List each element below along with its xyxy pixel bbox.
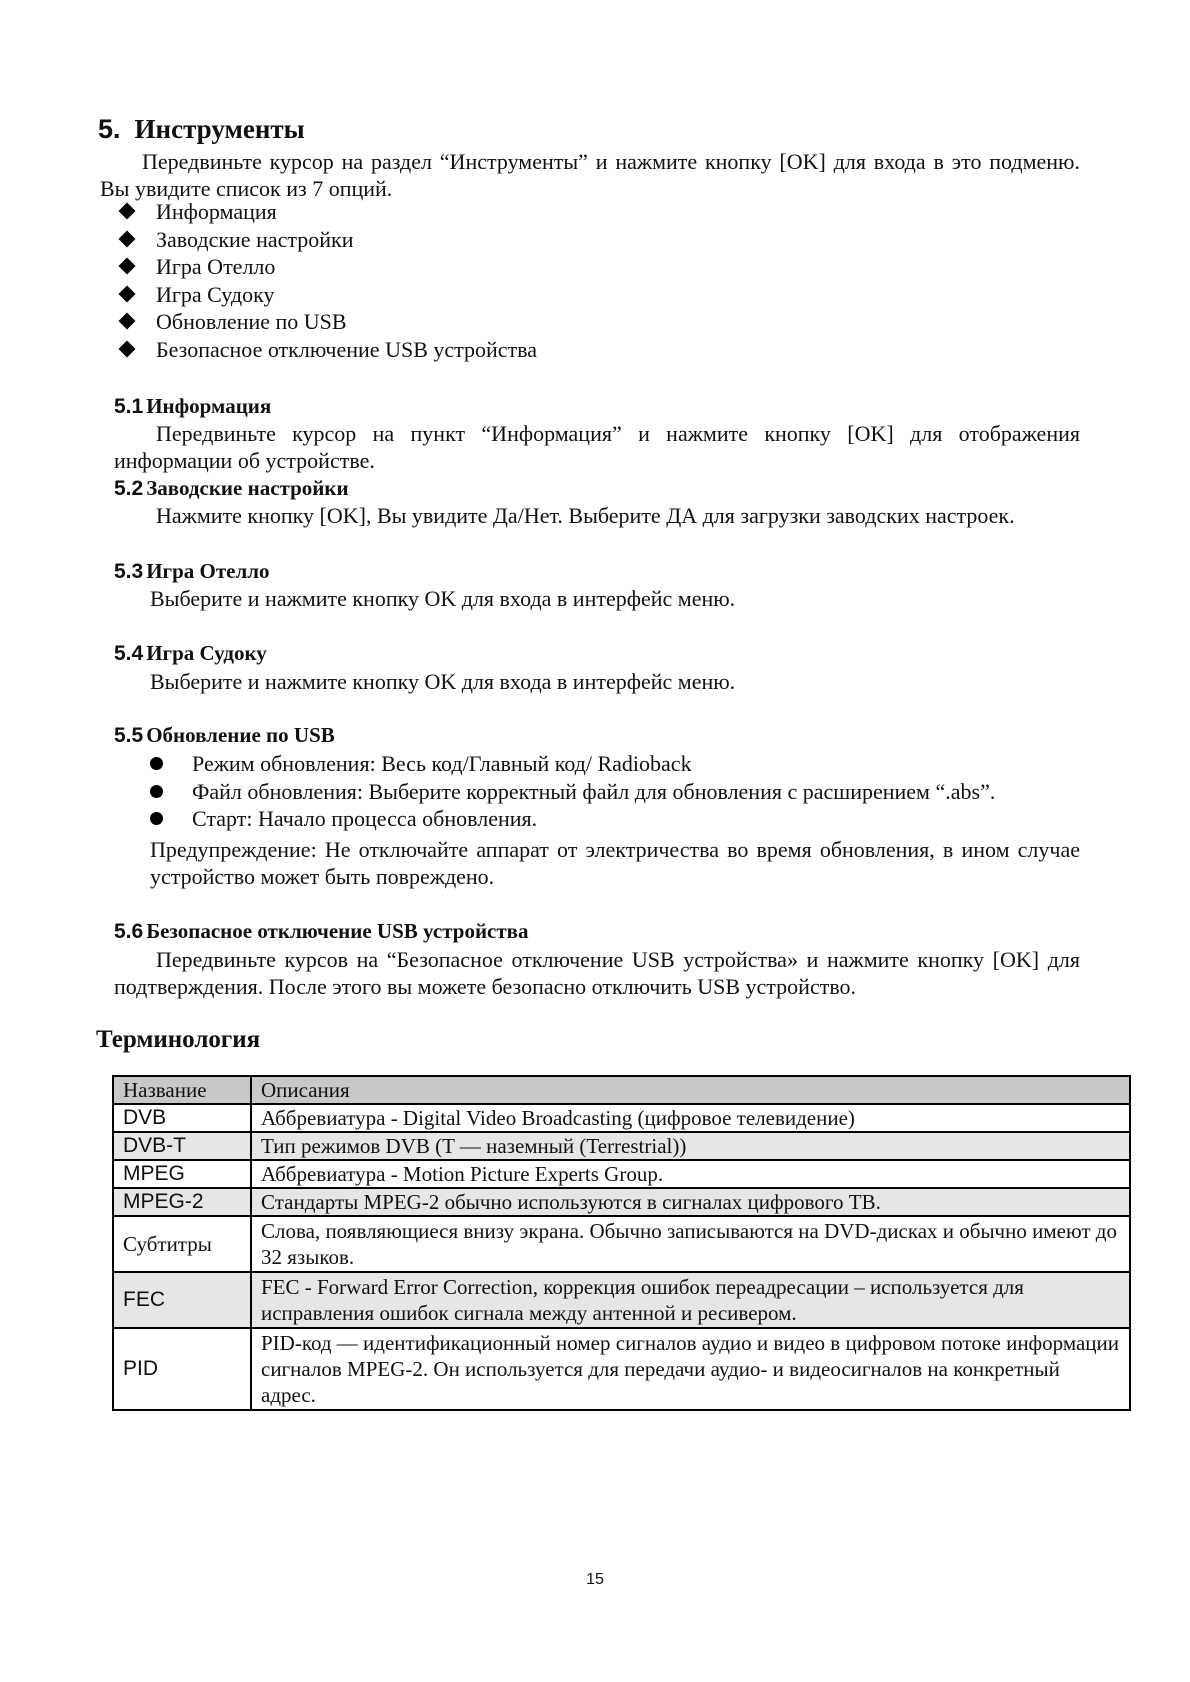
section-5-6-text: Передвиньте курсов на “Безопасное отключение USB устройства» и нажмите кнопку [OK] для подтверждения. После этого вы можете безопасно отключить USB устройство. — [114, 947, 1080, 999]
table-row — [113, 1188, 1130, 1216]
section-5-title: Инструменты — [134, 114, 305, 144]
diamond-bullet-icon — [119, 313, 136, 330]
diamond-bullet-icon — [119, 230, 136, 247]
column-header-name: Название — [113, 1076, 251, 1104]
list-item: Информация — [118, 198, 537, 226]
list-item: Игра Судоку — [118, 281, 537, 309]
term-description: Аббревиатура - Motion Picture Experts Group. — [251, 1160, 1130, 1188]
list-item: Режим обновления: Весь код/Главный код/ Radioback — [150, 750, 995, 778]
table-row — [113, 1132, 1130, 1160]
list-item: Старт: Начало процесса обновления. — [150, 805, 995, 833]
section-5-2-heading: 5.2 Заводские настройки — [114, 476, 349, 500]
terminology-heading: Терминология — [96, 1026, 261, 1053]
tools-option-list — [118, 198, 537, 363]
diamond-bullet-icon — [119, 258, 136, 275]
round-bullet-icon — [150, 785, 163, 798]
term-description: FEC - Forward Error Correction, коррекция ошибок переадресации – используется для исправления ошибок сигнала между антенной и ресивером. — [251, 1272, 1130, 1328]
diamond-bullet-icon — [119, 340, 136, 357]
section-5-6-heading: 5.6 Безопасное отключение USB устройства — [114, 919, 529, 943]
table-row — [113, 1104, 1130, 1132]
term-name: DVB — [113, 1104, 251, 1132]
section-5-2-text: Нажмите кнопку [OK], Вы увидите Да/Нет. Выберите ДА для загрузки заводских настроек. — [156, 503, 1015, 528]
section-5-5-warning: Предупреждение: Не отключайте аппарат от электричества во время обновления, в ином случае устройство может быть повреждено. — [150, 837, 1080, 889]
term-description: Тип режимов DVB (T — наземный (Terrestrial)) — [251, 1132, 1130, 1160]
terminology-table — [112, 1075, 1131, 1411]
term-description: Слова, появляющиеся внизу экрана. Обычно записываются на DVD-дисках и обычно имеют до 32 языков. — [251, 1216, 1130, 1272]
term-description: Стандарты MPEG-2 обычно используются в сигналах цифрового ТВ. — [251, 1188, 1130, 1216]
section-5-3-text: Выберите и нажмите кнопку OK для входа в интерфейс меню. — [150, 586, 736, 611]
term-name: DVB-T — [113, 1132, 251, 1160]
round-bullet-icon — [150, 812, 163, 825]
section-5-4-heading: 5.4 Игра Судоку — [114, 641, 267, 665]
list-item: Игра Отелло — [118, 253, 537, 281]
round-bullet-icon — [150, 757, 163, 770]
section-5-3-heading: 5.3 Игра Отелло — [114, 559, 270, 583]
page-number: 15 — [586, 1571, 604, 1588]
section-5-heading — [98, 113, 305, 145]
table-row — [113, 1328, 1130, 1410]
term-description: PID-код — идентификационный номер сигналов аудио и видео в цифровом потоке информации сигналов MPEG-2. Он используется для передачи аудио- и видеосигналов на конкретный адрес. — [251, 1328, 1130, 1410]
term-name: PID — [113, 1328, 251, 1410]
diamond-bullet-icon — [119, 203, 136, 220]
section-5-4-text: Выберите и нажмите кнопку OK для входа в интерфейс меню. — [150, 669, 736, 694]
list-item: Безопасное отключение USB устройства — [118, 336, 537, 364]
column-header-description: Описания — [251, 1076, 1130, 1104]
term-name: MPEG-2 — [113, 1188, 251, 1216]
usb-update-list — [150, 750, 995, 833]
list-item: Обновление по USB — [118, 308, 537, 336]
section-5-1-text: Передвиньте курсор на пункт “Информация” и нажмите кнопку [OK] для отображения информации об устройстве. — [114, 421, 1080, 473]
term-name: MPEG — [113, 1160, 251, 1188]
list-item: Заводские настройки — [118, 226, 537, 254]
term-name: FEC — [113, 1272, 251, 1328]
table-row — [113, 1272, 1130, 1328]
table-row — [113, 1216, 1130, 1272]
list-item: Файл обновления: Выберите корректный файл для обновления с расширением “.abs”. — [150, 778, 995, 806]
section-5-5-heading: 5.5 Обновление по USB — [114, 723, 335, 747]
section-5-1-heading: 5.1 Информация — [114, 394, 272, 418]
diamond-bullet-icon — [119, 285, 136, 302]
term-name: Субтитры — [113, 1216, 251, 1272]
section-5-intro: Передвиньте курсор на раздел “Инструменты” и нажмите кнопку [OK] для входа в это подменю. Вы увидите список из 7 опций. — [100, 149, 1080, 201]
table-row — [113, 1160, 1130, 1188]
table-header-row — [113, 1076, 1130, 1104]
section-5-number: 5. — [98, 114, 121, 144]
term-description: Аббревиатура - Digital Video Broadcasting (цифровое телевидение) — [251, 1104, 1130, 1132]
